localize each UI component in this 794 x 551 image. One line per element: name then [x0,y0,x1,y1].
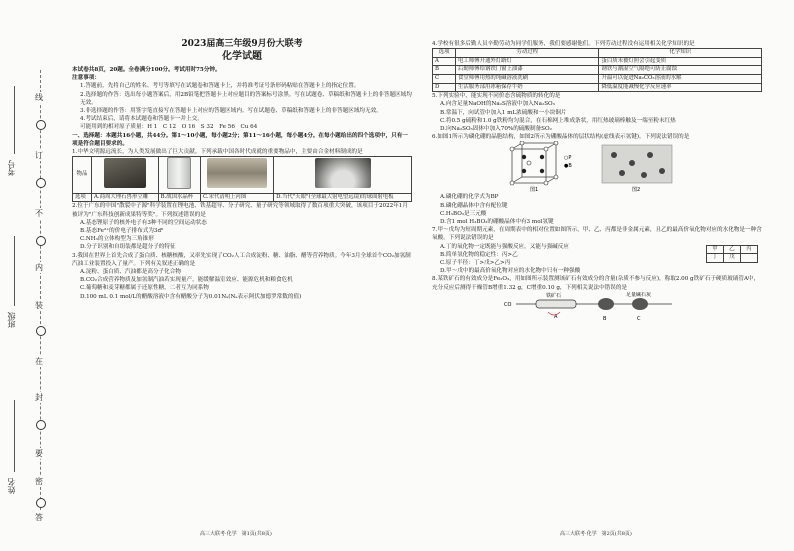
seal-char-line: 线 [35,93,43,102]
q1-table [72,156,412,202]
subject-title: 化学试题 [222,51,262,62]
q1-item-header: 物品 [73,157,92,194]
legend-p: ○P [564,155,572,162]
q2-option-d: D.分子识别和自组装都是超分子的特征 [80,244,176,251]
seal-char-nei: 内 [35,263,43,272]
q4-table [432,48,762,92]
q7-body [432,243,762,276]
q1-option-row [73,193,412,202]
q2-option-a: A.基态锂原子的核外电子有3种不同的空间运动状态 [80,219,207,226]
id-underline [14,86,15,154]
seal-circle [36,178,46,188]
note-2: 2.选择题的作答：选出每小题答案后，用2B铅笔把答题卡上对应题目的答案标号涂黑。写在试题卷、草稿纸和答题卡上的非答题区域均无效。 [80,91,412,106]
left-column [72,38,412,301]
class-underline [14,236,15,306]
q7-grid-cell: 丙 [741,245,758,254]
right-column [432,40,762,329]
q4-row [433,74,762,83]
label-co: CO [504,301,512,308]
q3-option-b: B.CO₂合成营养物质及加氢制汽油若实现量产，能缓解温室效应、能源危机和粮食危机 [80,277,293,284]
fig1-caption: 图1 [530,187,539,194]
q4-row [433,66,762,75]
painting-image [207,158,267,188]
q1-pic-d [274,157,412,194]
q1-option-c: C.宋代清明上河图 [200,193,273,202]
q4-cell: 生活服务部用冰箱保存牛奶 [456,83,599,92]
legend-b: ●B [564,163,572,170]
q6-option-c: C.H₃BO₃是三元酸 [440,210,487,217]
q3-option-d: D.100 mL 0.1 mol/L的醋酸溶液中含有醋酸分子为0.01Nₐ(Nₐ表示阿伏加德罗常数的值) [80,293,302,300]
seal-char-zhuang: 装 [35,301,43,310]
seal-char-feng: 封 [35,393,43,402]
stone-sculpture-image [104,158,146,188]
q4-row [433,57,762,66]
notes-title: 注意事项： [72,75,100,82]
q4-stem: 4.学校有很多后勤人员辛勤劳动为同学们服务，我们要感谢他们。下列劳动过程没有运用相关化学知识的是 [432,41,695,47]
label-c: C [637,315,641,322]
q4-header-row [433,49,762,58]
seal-circle [36,236,46,246]
seal-char-yao: 要 [35,449,43,458]
q4-cell: 升温可以促进Na₂CO₃溶液的水解 [599,74,762,83]
exam-title: 2023届高三年级9月份大联考 [181,39,303,49]
q5-option-d: D.向Na₂SO₃固体中加入70%的硫酸制备SO₂ [440,125,552,132]
q6-option-d: D.含1 mol H₃BO₃的硼酸晶体中有3 mol氢键 [440,219,554,225]
q7-grid-cell: 丁 [707,254,724,263]
q4-header-knowledge: 化学知识 [599,49,762,58]
q4-header-option: 选项 [433,49,456,58]
seal-char-zai: 在 [35,357,43,366]
seal-circle [36,498,46,508]
q8-apparatus [502,292,702,326]
q7-stem: 7.甲～戊均为短周期元素，在周期表中的相对位置如图所示，甲、乙、丙都是非金属元素，且乙的最高价氧化物对应的水化物是一种含氧酸。下列说法错误的是 [432,227,762,242]
q4-cell: 降低温度能减慢化学反应速率 [599,83,762,92]
label-a: A [554,313,558,320]
binding-strip [0,0,62,551]
q1-option-a: A.商周大理石兽形立雕 [92,193,159,202]
q4-row [433,83,762,92]
q5-stem: 5.下列实验中，能实现不同价态含硫物质的转化的是 [432,93,561,100]
q2-option-c: C.NH₃的立体构型为三角锥形 [80,236,154,243]
seal-char-da: 答 [35,513,43,522]
q4-cell: 电工师傅开通外灯路灯 [456,57,599,66]
atomic-masses: 可能用到的相对原子质量：H 1 C 12 O 16 S 32 Fe 56 Cu 64 [80,124,258,131]
seal-char-mi: 密 [35,477,43,486]
drying-tube-c [632,298,648,310]
q7-option-d: D.甲～戊中的最高价氧化物对应的水化物中只有一种强酸 [440,268,581,275]
label-soda-lime: 足量碱石灰 [626,291,652,298]
q1-pic-a [92,157,159,194]
crystal-structure-figures [502,141,702,193]
q2-stem: 2.位于广东的中国"散裂中子源"科学装置在锂电池、铁基超导、分子研究、量子研究等领域取得了数百项重大突破，该项目于2022年1月被评为"广东科技创新成果特等奖"。下列叙述错误的是 [72,203,408,218]
seal-char-ding: 订 [35,151,43,160]
q6-figures [432,141,762,193]
q5-option-a: A.向含足量NaOH的Na₂S溶液中加入Na₂SO₃ [440,101,555,108]
q1-stem: 1.中华文明源远流长，为人类发展做出了巨大贡献。下列承载中国各时代成就的重要物品中，主要由合金材料制成的是 [72,149,363,156]
q4-cell: 蛋白质未被灯照会引起变质 [599,57,762,66]
q7-grid-cell: 乙 [724,245,741,254]
telescope-image [315,158,371,188]
note-3: 3.非选择题的作答：用签字笔直接写在答题卡上对应的答题区域内。写在试题卷、草稿纸和答题卡上的非答题区域均无效。 [80,108,382,115]
footer-right: 高三大联考·化学 第2页(共8页) [560,531,632,537]
fig1-unit-cell [510,141,558,185]
q4-header-process: 劳动过程 [456,49,599,58]
q1-picture-row [73,157,412,194]
fig2-layer-structure [602,145,672,183]
note-1: 1.答题前，先将自己的姓名、考号等填写在试题卷和答题卡上，并将准考证号条形码粘贴在答题卡上的指定位置。 [80,83,360,90]
q1-option-d: D.当代"天眼"(全球最大射电望远镜)的球面射电板 [274,193,412,202]
q4-cell: C [433,74,456,83]
q6-option-b: B.磷化硼晶体中含有配位键 [440,202,508,209]
q3-option-a: A.淀粉、蛋白质、汽油都是高分子化合物 [80,269,181,276]
q8-stem: 8.某铁矿石的有效成分是Fe₂O₃，用如图所示装置测该矿石有效成分的含量(杂质不参与反应)，称取2.00 g铁矿石于硬质玻璃管A中，充分反应后测得干燥管B增重1.32 g，C增重0.10 g，下列相关说法中错误的是 [432,276,760,291]
q4-cell: 食堂师傅用热的纯碱溶液洗刷 [456,74,599,83]
q7-option-b: B.简单氢化物的稳定性：丙>乙 [440,251,518,258]
q4-cell: 钢铁与潮湿空气隔绝可防止腐蚀 [599,66,762,75]
q4-cell: 后勤师傅给钢铁门窗上油漆 [456,66,599,75]
q7-option-c: C.原子半径：丁>戊>乙>丙 [440,260,511,267]
q1-option-b: B.战国水晶杯 [158,193,200,202]
q1-pic-c [200,157,273,194]
seal-circle [36,326,46,336]
q6-stem: 6.如图1所示为磷化硼的晶胞结构，如图2所示为硼酸晶体的层状结构(虚线表示氢键)。下列说法错误的是 [432,134,690,141]
q4-cell: A [433,57,456,66]
q4-cell: B [433,66,456,75]
seal-char-bu: 不 [35,209,43,218]
name-underline [14,400,15,472]
q7-option-a: A.丁的氧化物一定既能与强酸反应，又能与强碱反应 [440,243,569,250]
label-b: B [603,315,607,322]
seal-circle [36,420,46,430]
section-title: 一、选择题：本题共16小题，共44分。第1～10小题，每小题2分；第11～16小题，每小题4分。在每小题给出的四个选项中，只有一项是符合题目要求的。 [72,132,408,147]
id-label: 考号 [7,160,16,176]
q3-stem: 3.我国在世界上首先合成了蛋白质、核糖核酸，又率先实现了CO₂人工合成淀粉、糖、油脂、醋等营养物质。今年3月全球首个CO₂加氢制汽油工业装置投入了量产。下列有关叙述正确的是 [72,252,411,267]
q7-grid-cell: 戊 [724,254,741,263]
q4-cell: D [433,83,456,92]
q2-option-b: B.基态Fe²⁺的价电子排布式为3d⁶ [80,228,164,235]
q5-option-c: C.将0.5 g硫粉和1.0 g铁粉均匀混合，在石棉网上堆成条状，用红热玻璃棒触及一端至粉末红热 [440,117,676,124]
q3-option-c: C.葡萄糖和麦芽糖都属于还原性糖，二者互为同系物 [80,285,209,292]
exam-meta: 本试卷共8页，20题。全卷满分100分。考试用时75分钟。 [72,67,221,73]
crystal-cup-image [167,157,191,189]
q1-pic-b [158,157,200,194]
label-ore: 铁矿石 [546,292,562,299]
q7-periodic-grid [706,245,758,263]
fig2-caption: 图2 [632,187,641,194]
q1-option-header: 选项 [73,193,92,202]
note-4: 4.考试结束后，请将本试题卷和答题卡一并上交。 [80,116,203,123]
q7-grid-cell [741,254,758,263]
class-label: 班级 [7,312,16,328]
tube-a [536,300,576,308]
q6-option-a: A.磷化硼的化学式为BP [440,194,499,201]
drying-tube-b [598,298,614,310]
name-label: 姓名 [7,478,16,494]
q7-grid-cell: 甲 [707,245,724,254]
q5-option-b: B.常温下，向试管中加入1 mL浓硫酸和一小块铜片 [440,109,567,116]
footer-left: 高三大联考·化学 第1页(共8页) [200,531,272,537]
seal-circle [36,120,46,130]
